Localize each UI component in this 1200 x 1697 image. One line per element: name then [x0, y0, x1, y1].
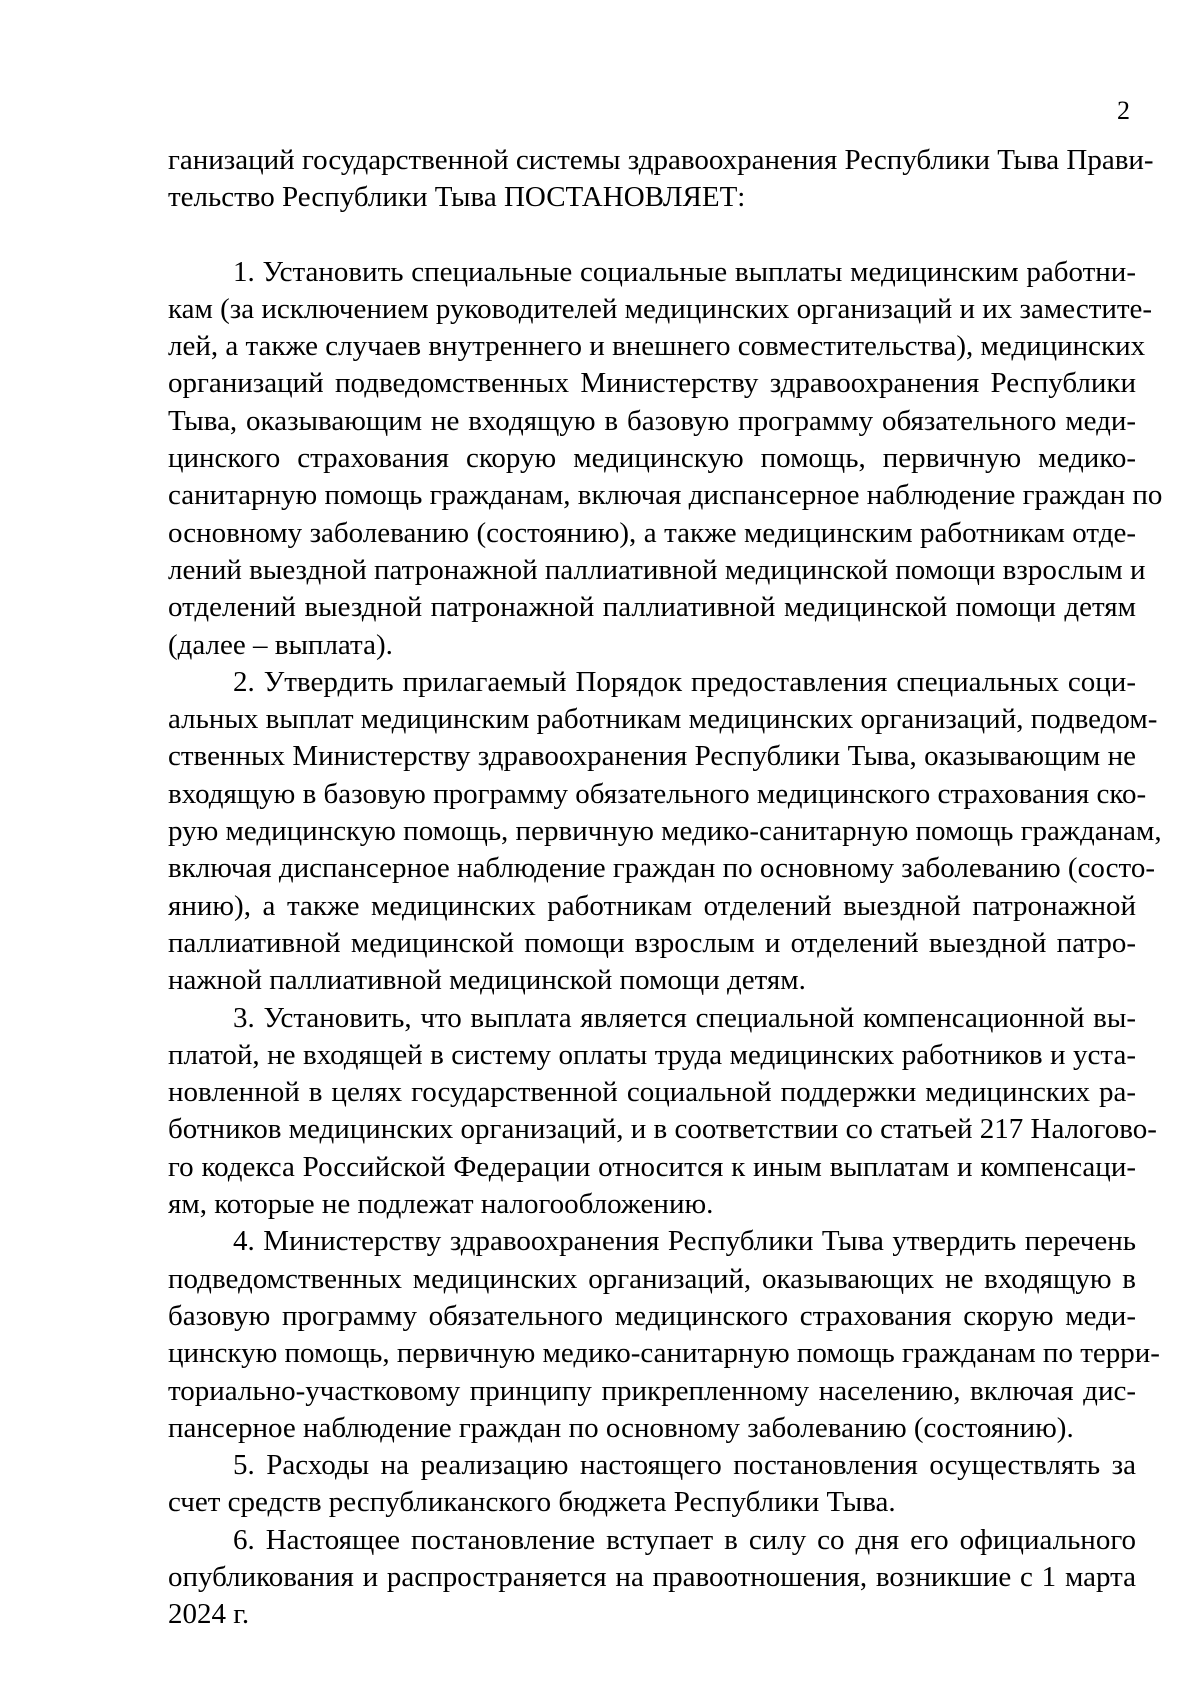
text-line: Тыва, оказывающим не входящую в базовую программу обязательного меди-	[168, 404, 1136, 437]
text-line: 4. Министерству здравоохранения Республики Тыва утвердить перечень	[233, 1225, 1136, 1258]
item-6-paragraph	[168, 1522, 1136, 1634]
text-line: рую медицинскую помощь, первичную медико-санитарную помощь гражданам,	[168, 815, 1162, 848]
text-line: (далее – выплата).	[168, 628, 393, 661]
text-line: альных выплат медицинским работникам медицинских организаций, подведом-	[168, 703, 1158, 736]
text-line: пансерное наблюдение граждан по основному заболеванию (состоянию).	[168, 1411, 1074, 1444]
text-line: 1. Установить специальные социальные выплаты медицинским работни-	[233, 255, 1136, 288]
text-line: включая диспансерное наблюдение граждан по основному заболеванию (состо-	[168, 852, 1155, 885]
text-line: базовую программу обязательного медицинского страхования скорую меди-	[168, 1299, 1136, 1332]
item-2-paragraph	[168, 664, 1162, 1000]
text-line: ям, которые не подлежат налогообложению.	[168, 1188, 714, 1221]
text-line: входящую в базовую программу обязательного медицинского страхования ско-	[168, 777, 1147, 810]
lead-paragraph	[168, 142, 1154, 217]
item-4-paragraph	[168, 1223, 1160, 1447]
text-line: 3. Установить, что выплата является специальной компенсационной вы-	[233, 1001, 1136, 1034]
text-line: лений выездной патронажной паллиативной медицинской помощи взрослым и	[168, 553, 1146, 586]
text-line: нажной паллиативной медицинской помощи детям.	[168, 964, 806, 997]
text-line: цинскую помощь, первичную медико-санитарную помощь гражданам по терри-	[168, 1337, 1160, 1370]
text-line: подведомственных медицинских организаций, оказывающих не входящую в	[168, 1262, 1136, 1295]
text-line: тельство Республики Тыва ПОСТАНОВЛЯЕТ:	[168, 181, 746, 214]
document-body	[168, 142, 1163, 1634]
text-line: санитарную помощь гражданам, включая диспансерное наблюдение граждан по	[168, 479, 1163, 512]
text-line: 5. Расходы на реализацию настоящего постановления осуществлять за	[233, 1449, 1136, 1482]
text-line: паллиативной медицинской помощи взрослым и отделений выездной патро-	[168, 926, 1136, 959]
text-line: организаций подведомственных Министерству здравоохранения Республики	[168, 367, 1136, 400]
text-line: ботников медицинских организаций, и в соответствии со статьей 217 Налогово-	[168, 1113, 1157, 1146]
text-line: янию), а также медицинских работникам отделений выездной патронажной	[168, 889, 1136, 922]
item-5-paragraph	[168, 1447, 1136, 1522]
text-line: 2. Утвердить прилагаемый Порядок предоставления специальных соци-	[233, 665, 1136, 698]
text-line: ганизаций государственной системы здравоохранения Республики Тыва Прави-	[168, 144, 1154, 176]
text-line: опубликования и распространяется на правоотношения, возникшие с 1 марта	[168, 1560, 1136, 1593]
text-line: лей, а также случаев внутреннего и внешнего совместительства), медицинских	[168, 330, 1146, 363]
page-number: 2	[1117, 96, 1130, 125]
item-3-paragraph	[168, 1000, 1157, 1224]
text-line: счет средств республиканского бюджета Республики Тыва.	[168, 1486, 896, 1519]
text-line: го кодекса Российской Федерации относится к иным выплатам и компенсаци-	[168, 1150, 1136, 1183]
text-line: основному заболеванию (состоянию), а также медицинским работникам отде-	[168, 516, 1136, 549]
text-line: платой, не входящей в систему оплаты труда медицинских работников и уста-	[168, 1038, 1136, 1071]
text-line: новленной в целях государственной социальной поддержки медицинских ра-	[168, 1076, 1136, 1109]
text-line: ственных Министерству здравоохранения Республики Тыва, оказывающим не	[168, 740, 1136, 773]
text-line: кам (за исключением руководителей медицинских организаций и их заместите-	[168, 292, 1153, 325]
item-1-paragraph	[168, 254, 1163, 664]
text-line: отделений выездной патронажной паллиативной медицинской помощи детям	[168, 591, 1136, 624]
text-line: 2024 г.	[168, 1598, 250, 1631]
text-line: цинского страхования скорую медицинскую помощь, первичную медико-	[168, 442, 1136, 475]
text-line: ториально-участковому принципу прикрепленному населению, включая дис-	[168, 1374, 1136, 1407]
text-line: 6. Настоящее постановление вступает в силу со дня его официального	[233, 1523, 1136, 1556]
